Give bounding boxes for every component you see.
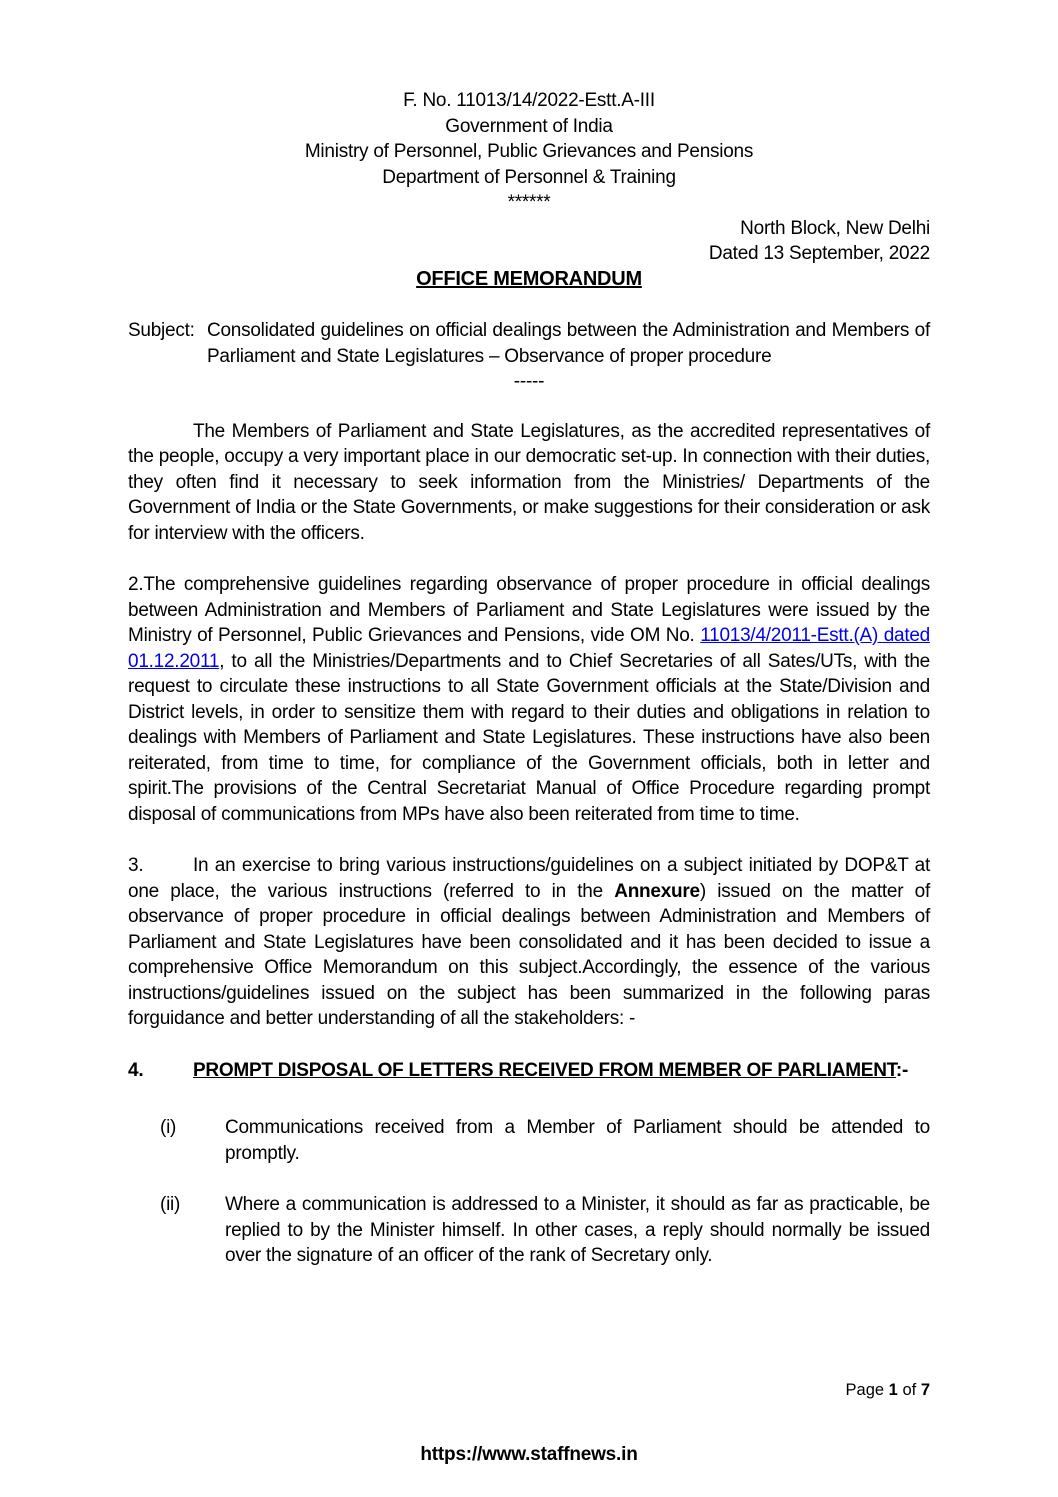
list-item-ii-text: Where a communication is addressed to a Minister, it should as far as practicable, be replied to by the Minister himself. In other cases, a reply should normally be issued over the signature of an officer of the rank of Secretary only. — [225, 1194, 930, 1266]
list-item-ii — [128, 1192, 930, 1269]
paragraph-3 — [128, 853, 930, 1032]
om-reference-link[interactable]: 11013/4/2011-Estt.(A) dated 01.12.2011 — [128, 625, 930, 672]
section-4-heading-text: PROMPT DISPOSAL OF LETTERS RECEIVED FROM MEMBER OF PARLIAMENT — [193, 1059, 896, 1081]
date-line: Dated 13 September, 2022 — [708, 243, 930, 264]
paragraph-3-tail: ) issued on the matter of observance of proper procedure in official dealings between Administration and Members of Parliament and State Legislatures have been consolidated and it has been decided to issue a comprehensive Office Memorandum on this subject.Accordingly, the essence of the various instructions/guidelines issued on the subject has been summarized in the following paras forguidance and better understanding of all the stakeholders: - — [128, 880, 930, 1029]
current-page: 1 — [888, 1381, 898, 1399]
of-word: of — [902, 1381, 917, 1399]
paragraph-2 — [128, 572, 930, 827]
section-4-heading — [128, 1058, 930, 1084]
ministry-line: Ministry of Personnel, Public Grievances and Pensions — [304, 141, 754, 162]
paragraph-1: The Members of Parliament and State Legislatures, as the accredited representatives of the people, occupy a very important place in our democratic set-up. In connection with their duties, they often find it necessary to seek information from the Ministries/ Departments of the Government of India or the State Governments, or make suggestions for their consideration or ask for interview with the officers. — [128, 420, 930, 544]
memo-title: OFFICE MEMORANDUM — [416, 267, 642, 290]
government-line: Government of India — [445, 115, 613, 137]
list-item-ii-marker: (ii) — [160, 1194, 181, 1215]
paragraph-3-number: 3. — [128, 855, 144, 876]
total-pages: 7 — [920, 1381, 930, 1399]
subject-text: Consolidated guidelines on official dealings between the Administration and Members of Parliament and State Legislatures – Observance of proper procedure — [207, 320, 930, 367]
section-4-heading-suffix: :- — [895, 1059, 909, 1081]
page-number — [846, 1378, 930, 1404]
section-4-number: 4. — [128, 1059, 144, 1081]
paragraph-3-lead: In an exercise to bring various instructions/guidelines on a subject initiated by DOP&T at one place, the various instructions (referred to in the — [128, 855, 930, 902]
subject-divider: ----- — [513, 371, 545, 392]
subject-label: Subject: — [128, 320, 195, 341]
watermark-url: https://www.staffnews.in — [420, 1444, 638, 1465]
stars-separator: ****** — [507, 192, 551, 213]
subject-block — [128, 318, 930, 369]
list-item-i — [128, 1115, 930, 1166]
place-line: North Block, New Delhi — [740, 217, 930, 239]
list-item-i-marker: (i) — [160, 1117, 177, 1138]
paragraph-2-tail: , to all the Ministries/Departments and to Chief Secretaries of all Sates/UTs, with the request to circulate these instructions to all State Government officials at the State/Division and District levels, in order to sensitize them with regard to their duties and obligations in relation to dealings with Members of Parliament and State Legislatures. These instructions have also been reiterated, from time to time, for compliance of the Government officials, both in letter and spirit.The provisions of the Central Secretariat Manual of Office Procedure regarding prompt disposal of communications from MPs have also been reiterated from time to time. — [128, 650, 930, 825]
annexure-bold: Annexure — [614, 880, 700, 902]
paragraph-2-lead: 2.The comprehensive guidelines regarding observance of proper procedure in official dealings between Administration and Members of Parliament and State Legislatures were issued by the Ministry of Personnel, Public Grievances and Pensions, vide OM No. — [128, 574, 930, 646]
page-word: Page — [845, 1381, 885, 1399]
list-item-i-text: Communications received from a Member of Parliament should be attended to promptly. — [225, 1117, 930, 1164]
file-number: F. No. 11013/14/2022-Estt.A-III — [403, 90, 655, 111]
department-line: Department of Personnel & Training — [382, 166, 676, 188]
